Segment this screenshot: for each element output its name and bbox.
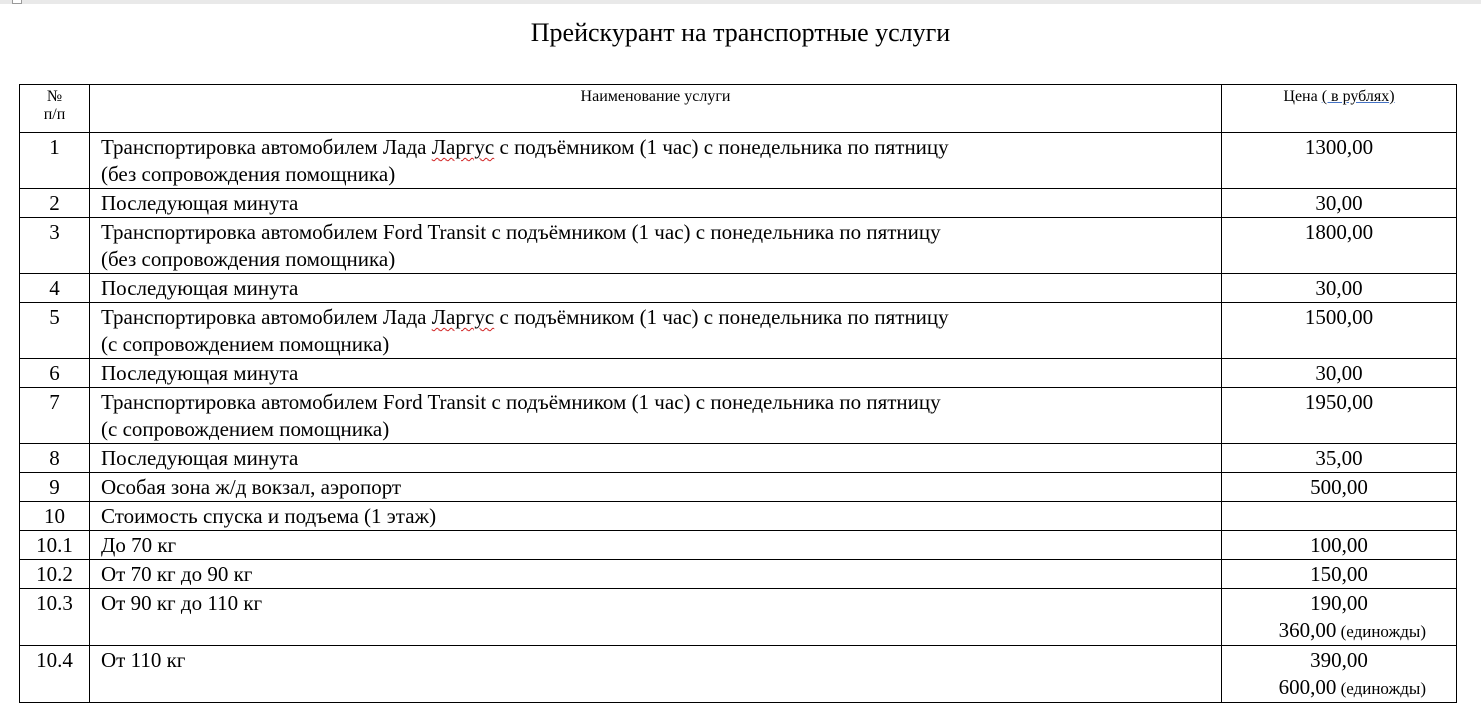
table-row [20,589,1457,646]
row-service-name: От 70 кг до 90 кг [90,560,1222,589]
row-number: 1 [20,133,90,189]
service-text: с подъёмником (1 час) с понедельника по пятницу [494,305,949,329]
price-secondary-value: 600,00 [1278,675,1337,699]
service-text: Транспортировка автомобилем Лада [101,305,432,329]
table-row [20,359,1457,388]
row-price: 1800,00 [1222,218,1457,274]
row-number: 10.2 [20,560,90,589]
table-header-row [20,85,1457,133]
row-number: 5 [20,303,90,359]
row-number: 6 [20,359,90,388]
service-text: Транспортировка автомобилем Ford Transit с подъёмником (1 час) с понедельника по пятницу [101,220,941,244]
table-row [20,560,1457,589]
row-service-name: Стоимость спуска и подъема (1 этаж) [90,502,1222,531]
row-number: 10.1 [20,531,90,560]
service-detail: (с сопровождением помощника) [101,417,390,441]
table-row [20,444,1457,473]
price-main: 390,00 [1310,648,1368,672]
header-price-unit: ( в рублях) [1321,88,1395,105]
row-number: 10 [20,502,90,531]
row-price: 30,00 [1222,189,1457,218]
row-service-name: Последующая минута [90,274,1222,303]
table-row [20,303,1457,359]
table-row [20,531,1457,560]
window-top-strip [0,0,1481,4]
spellcheck-word: Ларгус [431,135,495,159]
row-service-name: От 110 кг [90,646,1222,703]
service-detail: (без сопровождения помощника) [101,247,396,271]
row-price: 1950,00 [1222,388,1457,444]
header-service-name: Наименование услуги [90,85,1222,133]
row-price [1222,589,1457,646]
table-row [20,473,1457,502]
table-row [20,218,1457,274]
spellcheck-word: Ларгус [431,305,495,329]
row-number: 9 [20,473,90,502]
row-service-name: От 90 кг до 110 кг [90,589,1222,646]
table-row [20,133,1457,189]
header-price [1222,85,1457,133]
table-row [20,646,1457,703]
header-number-line1: № [46,88,63,105]
row-service-name: Особая зона ж/д вокзал, аэропорт [90,473,1222,502]
service-text: с подъёмником (1 час) с понедельника по пятницу [494,135,949,159]
row-number: 10.4 [20,646,90,703]
row-price: 1500,00 [1222,303,1457,359]
table-row [20,502,1457,531]
row-price [1222,646,1457,703]
row-service-name: Последующая минута [90,189,1222,218]
row-service-name: До 70 кг [90,531,1222,560]
row-price: 500,00 [1222,473,1457,502]
row-service-name [90,218,1222,274]
row-service-name: Последующая минута [90,444,1222,473]
row-price: 30,00 [1222,274,1457,303]
row-price: 30,00 [1222,359,1457,388]
header-price-label: Цена [1283,88,1318,105]
row-number: 3 [20,218,90,274]
price-secondary [1222,674,1456,702]
service-detail: (с сопровождением помощника) [101,332,390,356]
row-number: 10.3 [20,589,90,646]
price-table [19,84,1457,703]
row-number: 2 [20,189,90,218]
page-corner-marker [12,0,22,4]
service-text: Транспортировка автомобилем Ford Transit с подъёмником (1 час) с понедельника по пятницу [101,390,941,414]
table-row [20,189,1457,218]
price-secondary-note: (единожды) [1336,622,1426,641]
row-service-name [90,303,1222,359]
row-price: 35,00 [1222,444,1457,473]
row-service-name [90,133,1222,189]
row-price: 150,00 [1222,560,1457,589]
row-number: 8 [20,444,90,473]
header-number-line2: п/п [43,106,66,123]
row-service-name: Последующая минута [90,359,1222,388]
price-secondary-note: (единожды) [1336,679,1426,698]
row-price [1222,502,1457,531]
page-title: Прейскурант на транспортные услуги [530,18,951,47]
row-number: 7 [20,388,90,444]
row-service-name [90,388,1222,444]
table-row [20,388,1457,444]
price-main: 190,00 [1310,591,1368,615]
row-price: 100,00 [1222,531,1457,560]
header-number [20,85,90,133]
row-price: 1300,00 [1222,133,1457,189]
price-secondary [1222,617,1456,645]
price-secondary-value: 360,00 [1278,618,1337,642]
service-text: Транспортировка автомобилем Лада [101,135,432,159]
row-number: 4 [20,274,90,303]
service-detail: (без сопровождения помощника) [101,162,396,186]
table-row [20,274,1457,303]
